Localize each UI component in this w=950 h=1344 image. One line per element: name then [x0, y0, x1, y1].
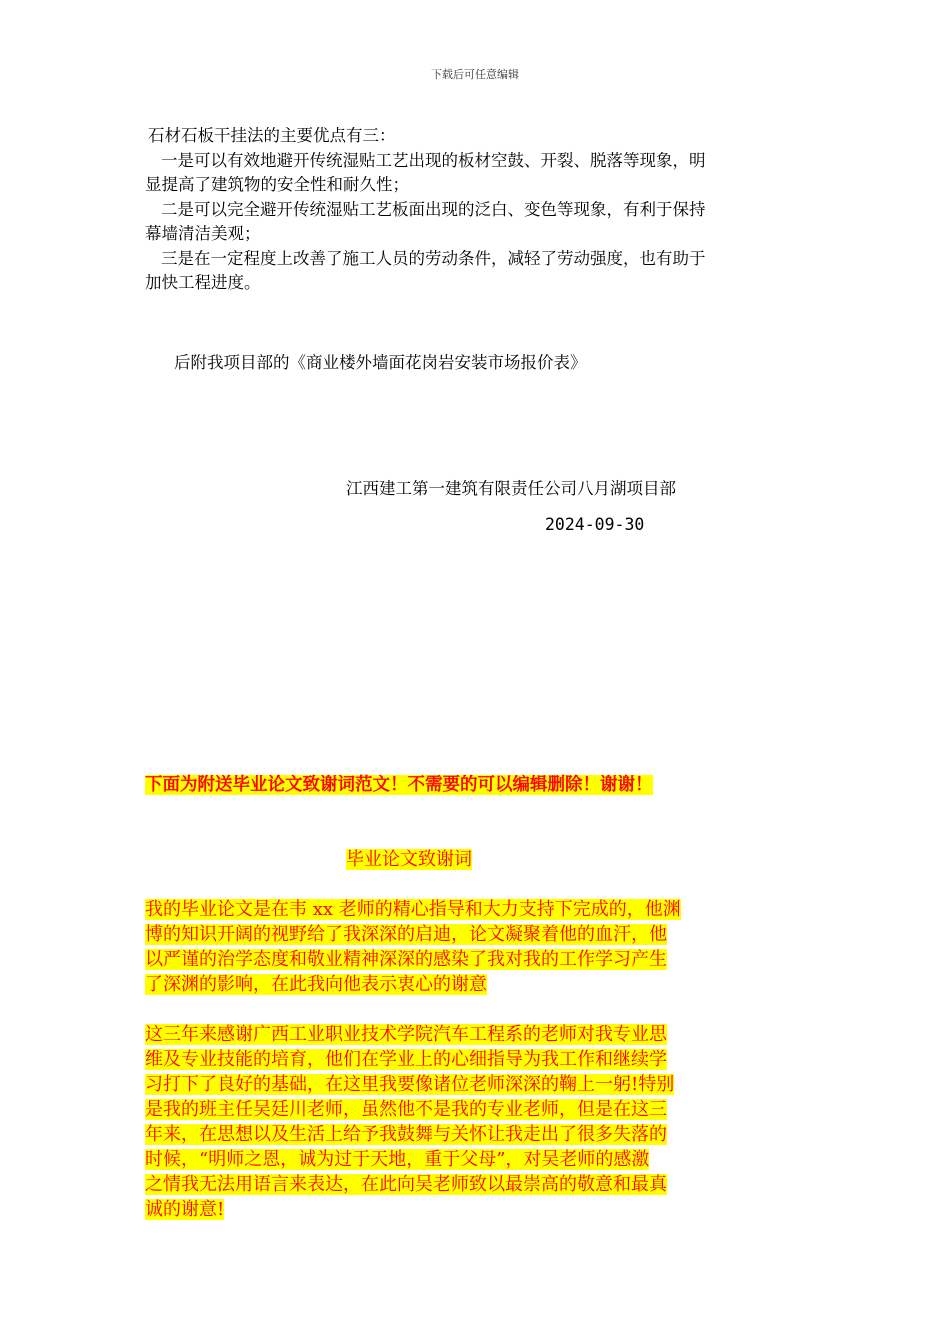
ack-line [145, 1072, 810, 1097]
attachment-note: 后附我项目部的《商业楼外墙面花岗岩安装市场报价表》 [174, 353, 587, 372]
ack-line-text: 博的知识开阔的视野给了我深深的启迪，论文凝聚着他的血汗，他 [145, 924, 667, 945]
ack-line [145, 1147, 810, 1172]
ack-line-text: 年来，在思想以及生活上给予我鼓舞与关怀让我走出了很多失落的 [145, 1124, 667, 1145]
ack-line [145, 922, 810, 947]
ack-line [145, 1047, 810, 1072]
signature-date: 2024-09-30 [545, 515, 645, 534]
ack-line [145, 1197, 810, 1222]
intro-line: 显提高了建筑物的安全性和耐久性； [145, 175, 409, 194]
intro-heading: 石材石板干挂法的主要优点有三： [148, 126, 396, 145]
intro-line: 幕墙清洁美观； [145, 224, 261, 243]
ack-line [145, 947, 810, 972]
ack-line [145, 1022, 810, 1047]
ack-line-text: 这三年来感谢广西工业职业技术学院汽车工程系的老师对我专业思 [145, 1024, 667, 1045]
ack-title [346, 847, 472, 873]
ack-title-text: 毕业论文致谢词 [346, 849, 472, 870]
ack-line [145, 1097, 810, 1122]
company-signature: 江西建工第一建筑有限责任公司八月湖项目部 [346, 479, 676, 498]
intro-line: 一是可以有效地避开传统湿贴工艺出现的板材空鼓、开裂、脱落等现象，明 [161, 150, 706, 170]
ack-line-text: 维及专业技能的培育，他们在学业上的心细指导为我工作和继续学 [145, 1049, 667, 1070]
ack-line-text: 之情我无法用语言来表达，在此向吴老师致以最崇高的敬意和最真 [145, 1174, 667, 1195]
ack-paragraph-1 [145, 897, 810, 997]
header-note: 下载后可任意编辑 [431, 68, 519, 81]
ack-line [145, 1122, 810, 1147]
ack-line [145, 972, 810, 997]
intro-line: 加快工程进度。 [145, 273, 261, 292]
ack-line-text: 习打下了良好的基础，在这里我要像诸位老师深深的鞠上一躬!特别 [145, 1074, 675, 1095]
ack-line-text: 是我的班主任吴廷川老师，虽然他不是我的专业老师，但是在这三 [145, 1099, 667, 1120]
ack-line-text: 了深渊的影响，在此我向他表示衷心的谢意 [145, 974, 487, 995]
ack-line-text: 我的毕业论文是在韦 xx 老师的精心指导和大力支持下完成的，他渊 [145, 899, 681, 920]
intro-line: 二是可以完全避开传统湿贴工艺板面出现的泛白、变色等现象，有利于保持 [161, 199, 706, 219]
ack-line-text: 以严谨的治学态度和敬业精神深深的感染了我对我的工作学习产生 [145, 949, 667, 970]
ack-paragraph-2 [145, 1022, 810, 1222]
ack-line-text: 时候，“明师之恩，诚为过于天地，重于父母”，对吴老师的感激 [145, 1149, 650, 1170]
ack-line-text: 诚的谢意! [145, 1199, 225, 1220]
ack-line [145, 1172, 810, 1197]
appendix-notice-text: 下面为附送毕业论文致谢词范文！不需要的可以编辑删除！谢谢！ [145, 775, 653, 795]
appendix-notice [145, 773, 653, 797]
intro-section [145, 124, 810, 296]
ack-line [145, 897, 810, 922]
intro-line: 三是在一定程度上改善了施工人员的劳动条件，减轻了劳动强度，也有助于 [161, 248, 706, 268]
